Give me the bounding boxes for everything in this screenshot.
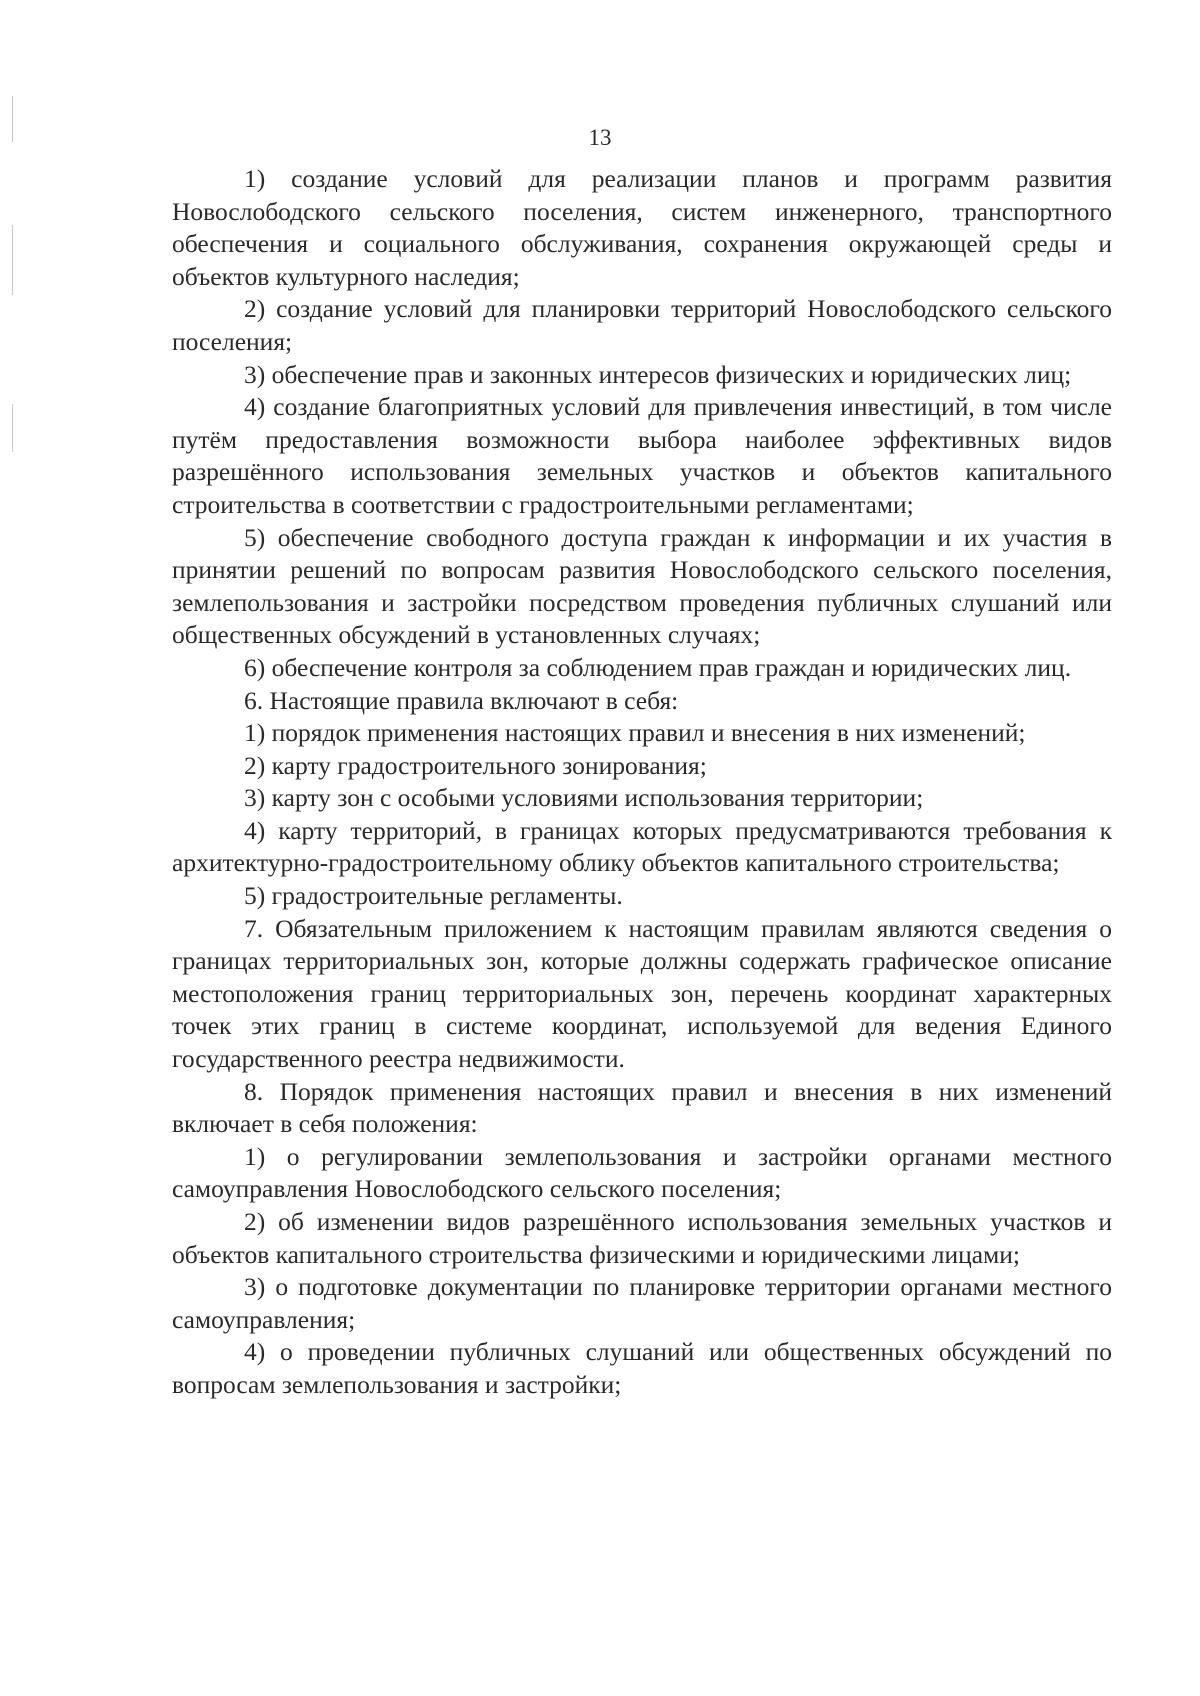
paragraph: 5) обеспечение свободного доступа граждан к информации и их участия в принятии решений по вопросам развития Новослободского сельского поселения, землепользования и застройки посредством проведения публичных слушаний или общественных обсуждений в установленных случаях; <box>172 522 1112 650</box>
paragraph: 7. Обязательным приложением к настоящим правилам являются сведения о границах территориальных зон, которые должны содержать графическое описание местоположения границ территориальных зон, перечень координат характерных точек этих границ в системе координат, используемой для ведения Единого государственного реестра недвижимости. <box>172 913 1112 1074</box>
paragraph: 1) создание условий для реализации планов и программ развития Новослободского сельского поселения, систем инженерного, транспортного обеспечения и социального обслуживания, сохранения окружающей среды и объектов культурного наследия; <box>172 164 1112 291</box>
paragraph: 1) о регулировании землепользования и застройки органами местного самоуправления Новослободского сельского поселения; <box>172 1141 1112 1204</box>
paragraph: 3) обеспечение прав и законных интересов физических и юридических лиц; <box>244 359 1072 389</box>
paragraph: 6. Настоящие правила включают в себя: <box>244 685 679 715</box>
page-number: 13 <box>588 125 612 150</box>
paragraph: 2) создание условий для планировки территорий Новослободского сельского поселения; <box>172 294 1112 356</box>
paragraph: 3) карту зон с особыми условиями использования территории; <box>244 783 924 813</box>
paragraph: 8. Порядок применения настоящих правил и внесения в них изменений включает в себя положения: <box>172 1076 1112 1139</box>
scan-edge-mark <box>12 404 13 452</box>
scan-edge-mark <box>12 225 13 295</box>
paragraph: 6) обеспечение контроля за соблюдением прав граждан и юридических лиц. <box>244 652 1072 682</box>
paragraph: 3) о подготовке документации по планировке территории органами местного самоуправления; <box>172 1272 1112 1334</box>
paragraph: 4) о проведении публичных слушаний или общественных обсуждений по вопросам землепользования и застройки; <box>172 1337 1112 1399</box>
paragraph: 4) карту территорий, в границах которых предусматриваются требования к архитектурно-градостроительному облику объектов капитального строительства; <box>172 815 1112 878</box>
paragraph: 4) создание благоприятных условий для привлечения инвестиций, в том числе путём предоставления возможности выбора наиболее эффективных видов разрешённого использования земельных участков и объектов капитального строительства в соответствии с градостроительными регламентами; <box>172 392 1112 519</box>
document-body <box>172 163 1112 1402</box>
paragraph: 2) карту градостроительного зонирования; <box>244 750 707 780</box>
paragraph: 2) об изменении видов разрешённого использования земельных участков и объектов капитального строительства физическими и юридическими лицами; <box>172 1207 1112 1269</box>
paragraph: 1) порядок применения настоящих правил и внесения в них изменений; <box>244 718 1026 748</box>
paragraph: 5) градостроительные регламенты. <box>244 881 623 911</box>
